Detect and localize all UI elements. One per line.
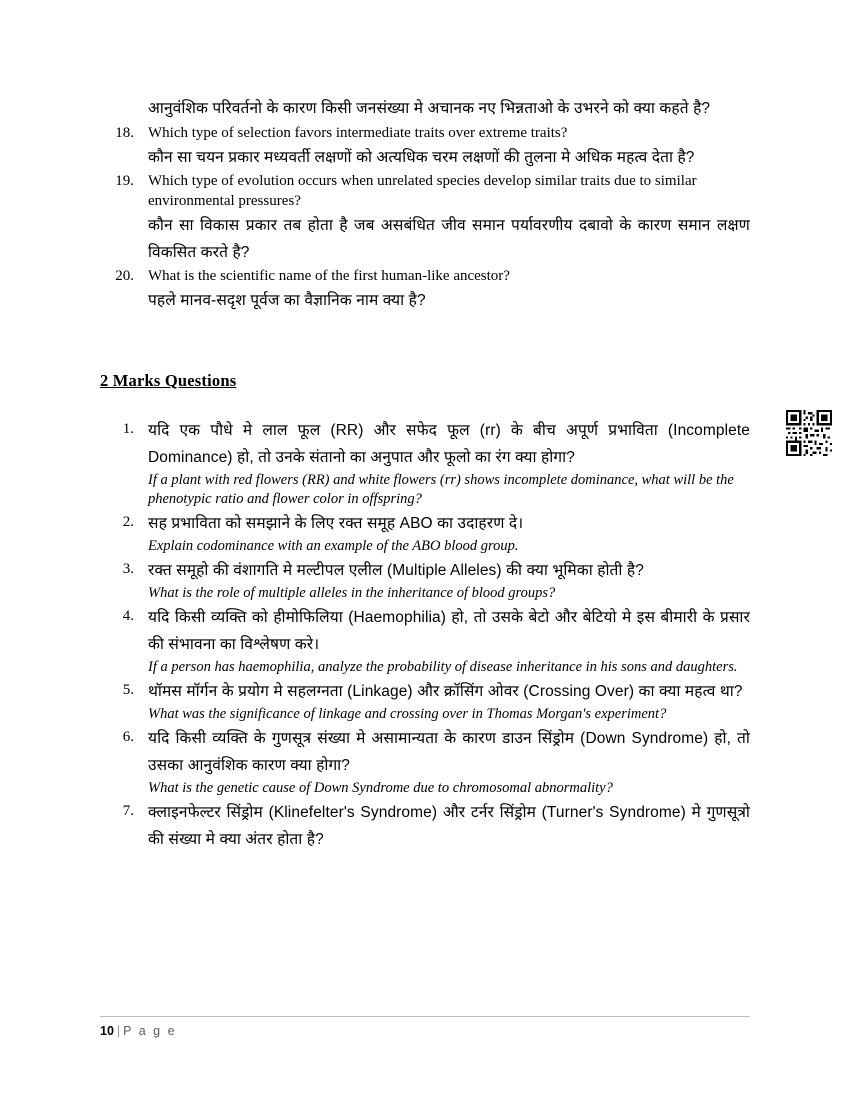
- question-text-hindi: कौन सा चयन प्रकार मध्यवर्ती लक्षणों को अत्यधिक चरम लक्षणों की तुलना मे अधिक महत्व देता है?: [148, 148, 695, 166]
- question-text-hindi: यदि एक पौधे मे लाल फूल (RR) और सफेद फूल (rr) के बीच अपूर्ण प्रभाविता (Incomplete Dominance) हो, तो उनके संतानो का अनुपात और फूलो का रंग क्या होगा?: [148, 421, 750, 466]
- continued-question-hindi: आनुवंशिक परिवर्तनो के कारण किसी जनसंख्या मे अचानक नए भिन्नताओ के उभरने को क्या कहते है?: [148, 100, 711, 117]
- question-text-hindi: यदि किसी व्यक्ति को हीमोफिलिया (Haemophilia) हो, तो उसके बेटो और बेटियो मे इस बीमारी के प्रसार की संभावना का विश्लेषण करे।: [148, 608, 750, 653]
- question-number: 3.: [122, 560, 134, 577]
- question-text-hindi: थॉमस मॉर्गन के प्रयोग मे सहलग्नता (Linkage) और क्रॉसिंग ओवर (Crossing Over) का क्या महत्व था?: [148, 682, 743, 700]
- question-text-english: What was the significance of linkage and crossing over in Thomas Morgan's experiment?: [148, 705, 667, 722]
- question-number: 5.: [122, 681, 134, 698]
- question-number: 18.: [115, 125, 134, 142]
- footer-separator: |: [116, 1024, 121, 1038]
- section-spacer: [100, 315, 750, 371]
- question-text-hindi: कौन सा विकास प्रकार तब होता है जब असबंधित जीव समान पर्यावरणीय दबावो के कारण समान लक्षण विकसित करते है?: [148, 216, 750, 261]
- qr-code-icon: [786, 410, 832, 456]
- question-item: [100, 510, 750, 556]
- question-item: [100, 725, 750, 798]
- question-item: [100, 557, 750, 603]
- question-number: 6.: [122, 728, 134, 745]
- footer-label: P a g e: [123, 1024, 177, 1038]
- question-item: [100, 678, 750, 724]
- question-text-hindi: सह प्रभाविता को समझाने के लिए रक्त समूह ABO का उदाहरण दे।: [148, 514, 524, 532]
- footer-page-number: 10: [100, 1024, 114, 1038]
- question-item: [100, 267, 750, 314]
- question-number: 20.: [115, 267, 134, 284]
- question-text-english: Which type of selection favors intermediate traits over extreme traits?: [148, 125, 568, 142]
- page-footer: [100, 1016, 750, 1038]
- question-item: [100, 799, 750, 853]
- question-text-hindi: क्लाइनफेल्टर सिंड्रोम (Klinefelter's Syndrome) और टर्नर सिंड्रोम (Turner's Syndrome) मे गुणसूत्रो की संख्या मे क्या अंतर होता है?: [148, 803, 750, 848]
- question-number: 1.: [122, 420, 134, 437]
- question-number: 7.: [122, 802, 134, 819]
- question-item: [100, 604, 750, 677]
- question-item: [100, 124, 750, 171]
- question-text-hindi: रक्त समूहो की वंशागति मे मल्टीपल एलील (Multiple Alleles) की क्या भूमिका होती है?: [148, 561, 644, 579]
- question-text-english: What is the role of multiple alleles in the inheritance of blood groups?: [148, 584, 556, 601]
- question-item: [100, 172, 750, 266]
- question-number: 4.: [122, 607, 134, 624]
- question-text-english: If a person has haemophilia, analyze the probability of disease inheritance in his sons and daughters.: [148, 658, 738, 675]
- continued-question-hindi-block: [148, 95, 750, 122]
- page-content: [100, 95, 750, 853]
- questions-list-part2: [100, 417, 750, 853]
- questions-list-part1: [100, 124, 750, 314]
- question-text-hindi: यदि किसी व्यक्ति के गुणसूत्र संख्या मे असामान्यता के कारण डाउन सिंड्रोम (Down Syndrome) हो, तो उसका आनुवंशिक कारण क्या होगा?: [148, 729, 750, 774]
- question-text-english: If a plant with red flowers (RR) and white flowers (rr) shows incomplete dominance, what will be the phenotypic ratio and flower color in offspring?: [148, 472, 734, 507]
- question-text-hindi: पहले मानव-सदृश पूर्वज का वैज्ञानिक नाम क्या है?: [148, 291, 426, 309]
- section-heading-2-marks: 2 Marks Questions: [100, 370, 237, 390]
- question-number: 19.: [115, 173, 134, 190]
- question-text-english: Which type of evolution occurs when unrelated species develop similar traits due to similar environmental pressures?: [148, 173, 697, 209]
- question-item: [100, 417, 750, 509]
- question-text-english: What is the scientific name of the first human-like ancestor?: [148, 267, 510, 284]
- question-number: 2.: [122, 513, 134, 530]
- question-text-english: What is the genetic cause of Down Syndrome due to chromosomal abnormality?: [148, 780, 613, 796]
- question-text-english: Explain codominance with an example of the ABO blood group.: [148, 537, 519, 554]
